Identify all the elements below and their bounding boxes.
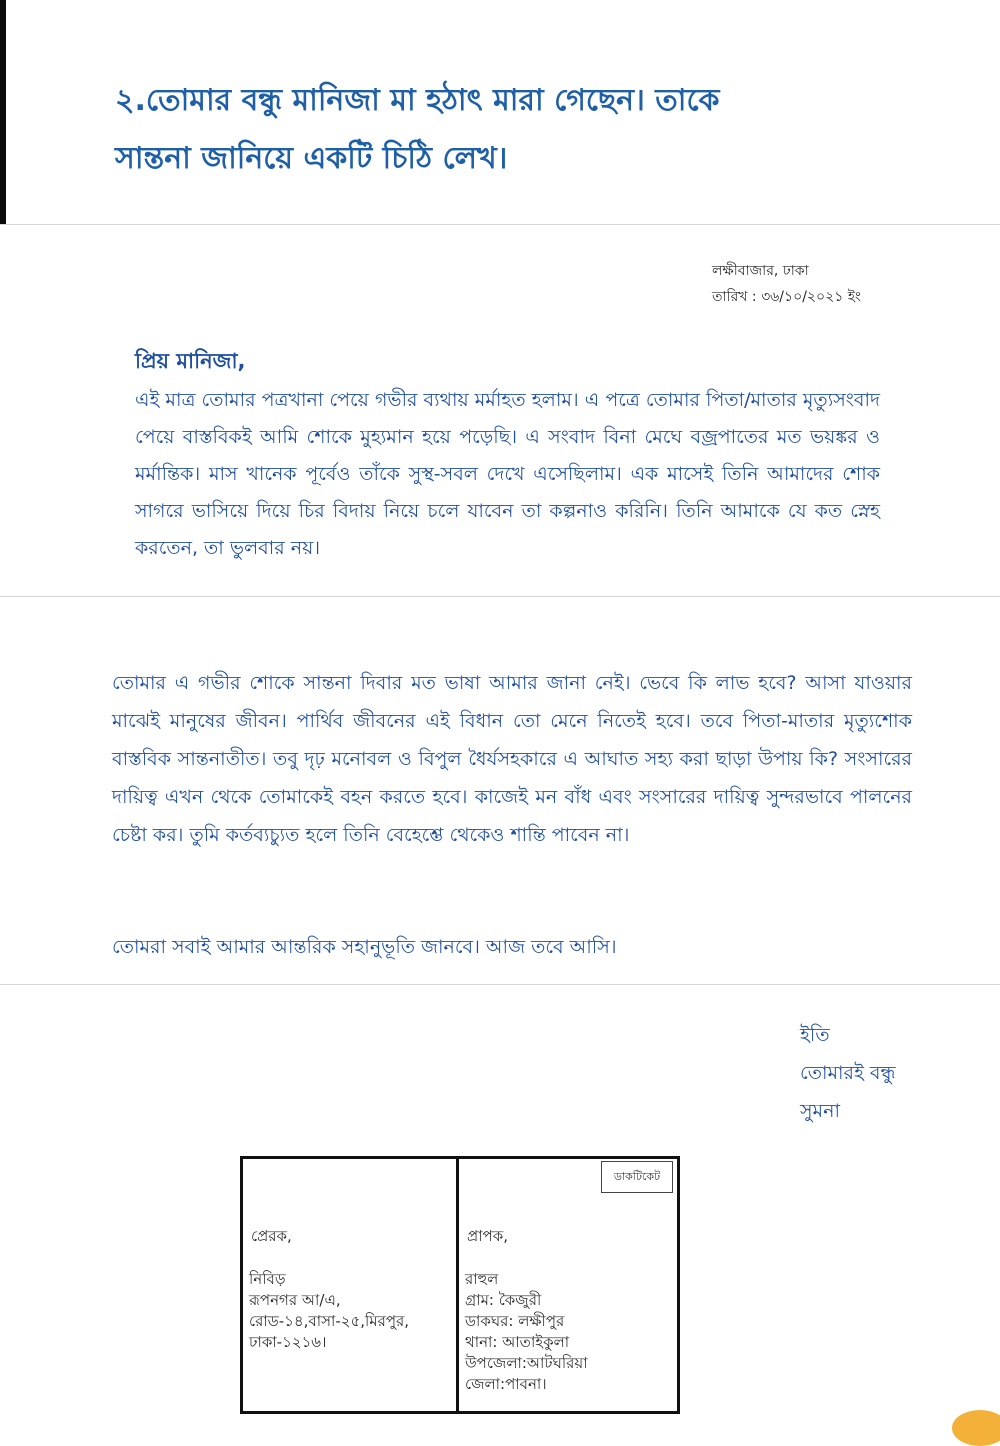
corner-decoration: [952, 1410, 1000, 1446]
left-edge-bar: [0, 0, 6, 224]
letter-salutation: প্রিয় মানিজা,: [135, 349, 246, 373]
address-line: রাহুল: [465, 1270, 499, 1288]
envelope-sender-section: [243, 1159, 459, 1411]
address-line: ঢাকা-১২১৬।: [249, 1333, 327, 1351]
address-line: নিবিড়: [249, 1270, 286, 1288]
letter-paragraph-2: তোমার এ গভীর শোকে সান্তনা দিবার মত ভাষা আমার জানা নেই। ভেবে কি লাভ হবে? আসা যাওয়ার মাঝেই মানুষের জীবন। পার্থিব জীবনের এই বিধান তো মেনে নিতেই হবে। তবে পিতা-মাতার মৃত্যুশোক বাস্তবিক সান্তনাতীত। তবু দৃঢ় মনোবল ও বিপুল ধৈর্যসহকারে এ আঘাত সহ্য করা ছাড়া উপায় কি? সংসারের দায়িত্ব এখন থেকে তোমাকেই বহন করতে হবে। কাজেই মন বাঁধ এবং সংসারের দায়িত্ব সুন্দরভাবে পালনের চেষ্টা কর। তুমি কর্তব্যচ্যুত হলে তিনি বেহেশ্তে থেকেও শান্তি পাবেন না।: [112, 672, 912, 846]
receiver-label: প্রাপক,: [467, 1227, 508, 1245]
question-line: সান্তনা জানিয়ে একটি চিঠি লেখ।: [115, 141, 508, 176]
section-divider: [0, 596, 1000, 597]
sender-label: প্রেরক,: [251, 1227, 292, 1245]
letter-paragraph-3: তোমরা সবাই আমার আন্তরিক সহানুভূতি জানবে। আজ তবে আসি।: [112, 936, 617, 958]
stamp-box: ডাকটিকেট: [601, 1161, 673, 1193]
place-date-block: [712, 258, 861, 310]
closing-iti: ইতি: [800, 1024, 830, 1046]
letter-closing: [800, 1016, 896, 1130]
section-divider: [0, 984, 1000, 985]
address-line: জেলা:পাবনা।: [465, 1375, 547, 1393]
envelope: [240, 1156, 680, 1414]
address-line: রোড-১৪,বাসা-২৫,মিরপুর,: [249, 1312, 410, 1330]
address-line: উপজেলা:আটঘরিয়া: [465, 1354, 588, 1372]
address-line: ডাকঘর: লক্ষীপুর: [465, 1312, 565, 1330]
question-heading: [115, 72, 835, 188]
receiver-address: [465, 1269, 588, 1395]
closing-friend: তোমারই বন্ধু: [800, 1062, 896, 1084]
envelope-receiver-section: [459, 1159, 677, 1411]
sender-address: [249, 1269, 409, 1353]
letter-place: লক্ষীবাজার, ঢাকা: [712, 263, 809, 279]
address-line: গ্রাম: কৈজুরী: [465, 1291, 542, 1309]
address-line: থানা: আতাইকুলা: [465, 1333, 570, 1351]
letter-paragraph-1: এই মাত্র তোমার পত্রখানা পেয়ে গভীর ব্যথায় মর্মাহত হলাম। এ পত্রে তোমার পিতা/মাতার মৃত্যুসংবাদ পেয়ে বাস্তবিকই আমি শোকে মুহ্যমান হয়ে পড়েছি। এ সংবাদ বিনা মেঘে বজ্রপাতের মত ভয়ঙ্কর ও মর্মান্তিক। মাস খানেক পূর্বেও তাঁকে সুস্থ-সবল দেখে এসেছিলাম। এক মাসেই তিনি আমাদের শোক সাগরে ভাসিয়ে দিয়ে চির বিদায় নিয়ে চলে যাবেন তা কল্পনাও করিনি। তিনি আমাকে যে কত স্নেহ করতেন, তা ভুলবার নয়।: [135, 389, 880, 559]
question-line: ২.তোমার বন্ধু মানিজা মা হঠাৎ মারা গেছেন। তাকে: [115, 83, 720, 118]
letter-date: তারিখ : ৩৬/১০/২০২১ ইং: [712, 289, 862, 305]
closing-signature: সুমনা: [800, 1100, 840, 1122]
address-line: রূপনগর আ/এ,: [249, 1291, 341, 1309]
section-divider: [0, 224, 1000, 225]
